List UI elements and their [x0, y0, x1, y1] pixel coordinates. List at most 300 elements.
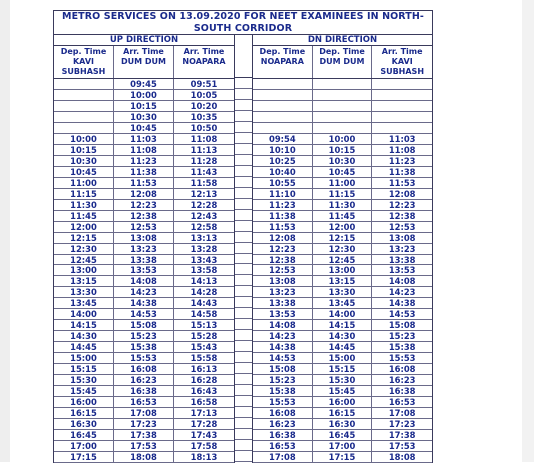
time-cell: 15:38 [372, 342, 432, 353]
divider-row [235, 297, 252, 308]
time-cell: 11:08 [174, 134, 234, 145]
table-row [253, 255, 432, 266]
time-cell [372, 79, 432, 90]
table-row [253, 287, 432, 298]
time-cell: 12:43 [174, 211, 234, 222]
time-cell: 10:00 [54, 134, 114, 145]
divider-row [235, 100, 252, 111]
divider-row [235, 451, 252, 462]
table-row [54, 79, 234, 90]
time-cell: 11:45 [313, 211, 373, 222]
time-cell [54, 123, 114, 134]
time-cell: 11:23 [372, 156, 432, 167]
table-row [253, 452, 432, 463]
time-cell [372, 101, 432, 112]
table-row [253, 79, 432, 90]
time-cell: 12:23 [372, 200, 432, 211]
divider-row [235, 188, 252, 199]
time-cell: 10:05 [174, 90, 234, 101]
time-cell: 13:23 [253, 287, 313, 298]
table-row [54, 441, 234, 452]
up-timetable-body [54, 79, 234, 463]
up-column-headers [54, 46, 234, 79]
divider-row [235, 210, 252, 221]
time-cell: 13:30 [313, 287, 373, 298]
time-cell: 14:28 [174, 287, 234, 298]
time-cell: 15:08 [114, 320, 174, 331]
time-cell: 11:28 [174, 156, 234, 167]
table-row [253, 419, 432, 430]
time-cell: 12:15 [54, 233, 114, 244]
table-row [54, 211, 234, 222]
table-row [54, 255, 234, 266]
time-cell: 09:45 [114, 79, 174, 90]
divider-row [235, 429, 252, 440]
time-cell: 12:38 [253, 255, 313, 266]
time-cell: 16:08 [114, 364, 174, 375]
time-cell: 17:38 [114, 430, 174, 441]
timetable-columns [54, 35, 432, 463]
time-cell: 16:38 [114, 386, 174, 397]
time-cell: 15:30 [54, 375, 114, 386]
time-cell: 15:28 [174, 331, 234, 342]
time-cell: 14:45 [313, 342, 373, 353]
time-cell: 17:23 [114, 419, 174, 430]
divider-row [235, 407, 252, 418]
table-row [253, 134, 432, 145]
time-cell: 13:38 [114, 255, 174, 266]
time-cell: 11:00 [54, 178, 114, 189]
time-cell [372, 123, 432, 134]
table-row [54, 145, 234, 156]
time-cell: 16:53 [114, 397, 174, 408]
time-cell: 13:43 [174, 255, 234, 266]
time-cell: 15:08 [253, 364, 313, 375]
table-row [54, 419, 234, 430]
time-cell [54, 112, 114, 123]
time-cell: 12:53 [253, 265, 313, 276]
time-cell: 16:45 [54, 430, 114, 441]
table-row [253, 101, 432, 112]
time-cell [372, 112, 432, 123]
time-cell: 14:15 [313, 320, 373, 331]
time-cell: 11:30 [54, 200, 114, 211]
table-row [54, 233, 234, 244]
time-cell: 12:28 [174, 200, 234, 211]
table-row [54, 112, 234, 123]
time-cell [313, 101, 373, 112]
divider-row [235, 374, 252, 385]
up-direction-section [54, 35, 235, 463]
time-cell: 14:43 [174, 298, 234, 309]
table-row [253, 265, 432, 276]
time-cell: 14:08 [114, 276, 174, 287]
dn-header-arr-kavi-subhash: Arr. Time KAVI SUBHASH [380, 47, 425, 76]
timetable-sheet [53, 10, 433, 463]
divider-row [235, 166, 252, 177]
time-cell: 16:30 [313, 419, 373, 430]
time-cell: 14:38 [114, 298, 174, 309]
time-cell: 10:45 [54, 167, 114, 178]
time-cell: 12:08 [372, 189, 432, 200]
time-cell: 13:30 [54, 287, 114, 298]
time-cell: 15:58 [174, 353, 234, 364]
time-cell [253, 123, 313, 134]
divider-row [235, 232, 252, 243]
time-cell: 11:45 [54, 211, 114, 222]
time-cell: 14:08 [372, 276, 432, 287]
time-cell: 17:08 [253, 452, 313, 463]
time-cell: 12:23 [114, 200, 174, 211]
table-row [253, 112, 432, 123]
time-cell: 15:45 [313, 386, 373, 397]
time-cell: 16:38 [253, 430, 313, 441]
time-cell: 15:15 [54, 364, 114, 375]
time-cell: 15:53 [372, 353, 432, 364]
time-cell: 13:15 [54, 276, 114, 287]
right-edge-shade [522, 0, 534, 462]
table-row [54, 200, 234, 211]
time-cell: 15:43 [174, 342, 234, 353]
time-cell: 16:15 [54, 408, 114, 419]
table-row [253, 222, 432, 233]
time-cell: 17:08 [372, 408, 432, 419]
time-cell [54, 79, 114, 90]
time-cell: 11:53 [372, 178, 432, 189]
time-cell: 12:30 [313, 244, 373, 255]
dn-header-dep-noapara: Dep. Time NOAPARA [253, 46, 313, 78]
time-cell: 13:45 [313, 298, 373, 309]
time-cell: 18:13 [174, 452, 234, 463]
table-row [253, 90, 432, 101]
up-header-arr-noapara: Arr. Time NOAPARA [182, 47, 226, 66]
table-row [253, 342, 432, 353]
time-cell: 14:30 [313, 331, 373, 342]
divider-row [235, 275, 252, 286]
time-cell: 10:55 [253, 178, 313, 189]
time-cell: 09:51 [174, 79, 234, 90]
dn-column-headers [253, 46, 432, 79]
time-cell: 13:00 [313, 265, 373, 276]
table-row [253, 386, 432, 397]
time-cell: 11:15 [313, 189, 373, 200]
time-cell: 12:00 [313, 222, 373, 233]
time-cell: 11:43 [174, 167, 234, 178]
time-cell: 12:13 [174, 189, 234, 200]
table-row [253, 276, 432, 287]
divider-row [235, 155, 252, 166]
time-cell: 16:08 [372, 364, 432, 375]
time-cell: 17:38 [372, 430, 432, 441]
time-cell: 10:50 [174, 123, 234, 134]
divider-row [235, 111, 252, 122]
time-cell: 11:03 [114, 134, 174, 145]
time-cell: 12:15 [313, 233, 373, 244]
time-cell: 11:23 [114, 156, 174, 167]
table-row [253, 178, 432, 189]
table-row [253, 200, 432, 211]
table-row [253, 233, 432, 244]
time-cell: 17:53 [372, 441, 432, 452]
time-cell: 16:53 [372, 397, 432, 408]
time-cell: 16:23 [114, 375, 174, 386]
table-row [54, 375, 234, 386]
dn-direction-section [253, 35, 432, 463]
table-row [253, 430, 432, 441]
time-cell: 14:53 [114, 309, 174, 320]
table-row [54, 298, 234, 309]
time-cell: 11:53 [114, 178, 174, 189]
time-cell: 10:40 [253, 167, 313, 178]
time-cell: 10:10 [253, 145, 313, 156]
dn-header-dep-dum-dum: Dep. Time DUM DUM [313, 46, 373, 78]
time-cell: 11:53 [253, 222, 313, 233]
up-header-arr-dum-dum: Arr. Time DUM DUM [114, 46, 174, 78]
table-row [54, 167, 234, 178]
time-cell: 13:53 [253, 309, 313, 320]
time-cell: 13:38 [253, 298, 313, 309]
table-row [54, 101, 234, 112]
time-cell: 13:00 [54, 265, 114, 276]
time-cell: 11:23 [253, 200, 313, 211]
divider-row [235, 177, 252, 188]
time-cell: 13:53 [372, 265, 432, 276]
time-cell: 11:00 [313, 178, 373, 189]
time-cell: 14:23 [253, 331, 313, 342]
time-cell: 16:38 [372, 386, 432, 397]
time-cell: 15:23 [372, 331, 432, 342]
time-cell: 11:30 [313, 200, 373, 211]
time-cell: 10:45 [313, 167, 373, 178]
time-cell: 10:15 [313, 145, 373, 156]
time-cell: 14:15 [54, 320, 114, 331]
time-cell: 13:58 [174, 265, 234, 276]
time-cell: 13:53 [114, 265, 174, 276]
table-row [54, 276, 234, 287]
table-row [253, 320, 432, 331]
time-cell: 15:38 [114, 342, 174, 353]
time-cell: 16:28 [174, 375, 234, 386]
divider-row [235, 264, 252, 275]
time-cell: 12:45 [313, 255, 373, 266]
time-cell: 14:23 [114, 287, 174, 298]
table-row [54, 90, 234, 101]
table-row [54, 452, 234, 463]
table-row [54, 134, 234, 145]
time-cell: 17:23 [372, 419, 432, 430]
table-row [253, 408, 432, 419]
time-cell: 10:00 [114, 90, 174, 101]
divider-header-space [235, 35, 252, 78]
time-cell: 14:30 [54, 331, 114, 342]
time-cell: 14:08 [253, 320, 313, 331]
divider-row [235, 396, 252, 407]
time-cell: 13:23 [114, 244, 174, 255]
table-row [54, 309, 234, 320]
time-cell: 12:45 [54, 255, 114, 266]
time-cell: 10:45 [114, 123, 174, 134]
time-cell: 10:15 [54, 145, 114, 156]
time-cell: 12:00 [54, 222, 114, 233]
time-cell: 15:08 [372, 320, 432, 331]
divider-row [235, 418, 252, 429]
time-cell: 14:00 [54, 309, 114, 320]
table-row [54, 178, 234, 189]
divider-row [235, 341, 252, 352]
time-cell: 13:45 [54, 298, 114, 309]
time-cell: 12:08 [114, 189, 174, 200]
table-row [54, 123, 234, 134]
time-cell: 16:00 [54, 397, 114, 408]
time-cell: 10:00 [313, 134, 373, 145]
time-cell: 11:08 [114, 145, 174, 156]
divider-row [235, 363, 252, 374]
time-cell: 14:45 [54, 342, 114, 353]
time-cell: 14:53 [372, 309, 432, 320]
divider-body [235, 78, 252, 462]
time-cell: 16:43 [174, 386, 234, 397]
time-cell: 15:38 [253, 386, 313, 397]
time-cell: 16:23 [253, 419, 313, 430]
time-cell [313, 112, 373, 123]
time-cell: 15:00 [313, 353, 373, 364]
time-cell: 14:38 [253, 342, 313, 353]
time-cell: 14:38 [372, 298, 432, 309]
time-cell [54, 101, 114, 112]
time-cell: 14:00 [313, 309, 373, 320]
time-cell: 15:13 [174, 320, 234, 331]
time-cell: 12:38 [372, 211, 432, 222]
table-row [54, 331, 234, 342]
time-cell: 10:30 [54, 156, 114, 167]
time-cell [253, 90, 313, 101]
divider-row [235, 330, 252, 341]
time-cell: 16:13 [174, 364, 234, 375]
time-cell: 11:58 [174, 178, 234, 189]
time-cell: 11:15 [54, 189, 114, 200]
time-cell: 17:15 [313, 452, 373, 463]
table-row [54, 408, 234, 419]
divider-row [235, 286, 252, 297]
time-cell: 14:13 [174, 276, 234, 287]
time-cell [253, 79, 313, 90]
time-cell: 13:08 [372, 233, 432, 244]
dn-direction-header: DN DIRECTION [253, 35, 432, 46]
time-cell: 10:35 [174, 112, 234, 123]
time-cell: 13:38 [372, 255, 432, 266]
time-cell [253, 101, 313, 112]
time-cell: 14:58 [174, 309, 234, 320]
table-row [253, 331, 432, 342]
table-row [54, 222, 234, 233]
divider-row [235, 78, 252, 89]
time-cell: 11:03 [372, 134, 432, 145]
time-cell: 13:08 [114, 233, 174, 244]
time-cell [253, 112, 313, 123]
table-row [253, 211, 432, 222]
time-cell: 17:15 [54, 452, 114, 463]
time-cell: 11:38 [114, 167, 174, 178]
time-cell: 12:08 [253, 233, 313, 244]
table-row [253, 353, 432, 364]
time-cell: 10:15 [114, 101, 174, 112]
time-cell [372, 90, 432, 101]
time-cell: 11:08 [372, 145, 432, 156]
up-header-dep-kavi-subhash: Dep. Time KAVI SUBHASH [54, 46, 114, 78]
time-cell: 12:58 [174, 222, 234, 233]
time-cell [313, 123, 373, 134]
table-row [54, 364, 234, 375]
time-cell: 12:38 [114, 211, 174, 222]
section-divider [235, 35, 253, 463]
time-cell: 17:28 [174, 419, 234, 430]
table-row [54, 342, 234, 353]
time-cell: 16:53 [253, 441, 313, 452]
table-row [54, 386, 234, 397]
divider-row [235, 199, 252, 210]
time-cell: 17:00 [313, 441, 373, 452]
table-row [54, 353, 234, 364]
time-cell: 10:30 [313, 156, 373, 167]
time-cell: 16:23 [372, 375, 432, 386]
time-cell: 10:20 [174, 101, 234, 112]
time-cell: 11:10 [253, 189, 313, 200]
time-cell: 18:08 [114, 452, 174, 463]
table-row [253, 123, 432, 134]
divider-row [235, 385, 252, 396]
time-cell: 17:00 [54, 441, 114, 452]
divider-row [235, 89, 252, 100]
timetable-title: METRO SERVICES ON 13.09.2020 FOR NEET EXAMINEES IN NORTH-SOUTH CORRIDOR [54, 11, 432, 35]
time-cell: 09:54 [253, 134, 313, 145]
divider-row [235, 308, 252, 319]
time-cell: 17:08 [114, 408, 174, 419]
table-row [54, 320, 234, 331]
time-cell: 13:13 [174, 233, 234, 244]
table-row [253, 189, 432, 200]
divider-row [235, 352, 252, 363]
table-row [253, 364, 432, 375]
time-cell: 16:00 [313, 397, 373, 408]
time-cell: 15:53 [253, 397, 313, 408]
divider-row [235, 243, 252, 254]
time-cell: 13:15 [313, 276, 373, 287]
time-cell: 13:23 [372, 244, 432, 255]
time-cell: 16:15 [313, 408, 373, 419]
divider-row [235, 440, 252, 451]
time-cell: 16:30 [54, 419, 114, 430]
table-row [54, 244, 234, 255]
time-cell: 16:08 [253, 408, 313, 419]
time-cell: 12:23 [253, 244, 313, 255]
time-cell: 15:53 [114, 353, 174, 364]
time-cell: 15:45 [54, 386, 114, 397]
table-row [54, 430, 234, 441]
table-row [253, 145, 432, 156]
time-cell: 15:00 [54, 353, 114, 364]
table-row [54, 397, 234, 408]
divider-row [235, 254, 252, 265]
time-cell: 11:38 [372, 167, 432, 178]
divider-row [235, 144, 252, 155]
divider-row [235, 133, 252, 144]
table-row [253, 156, 432, 167]
time-cell: 15:23 [253, 375, 313, 386]
time-cell: 14:53 [253, 353, 313, 364]
time-cell: 13:08 [253, 276, 313, 287]
time-cell: 14:23 [372, 287, 432, 298]
table-row [253, 298, 432, 309]
